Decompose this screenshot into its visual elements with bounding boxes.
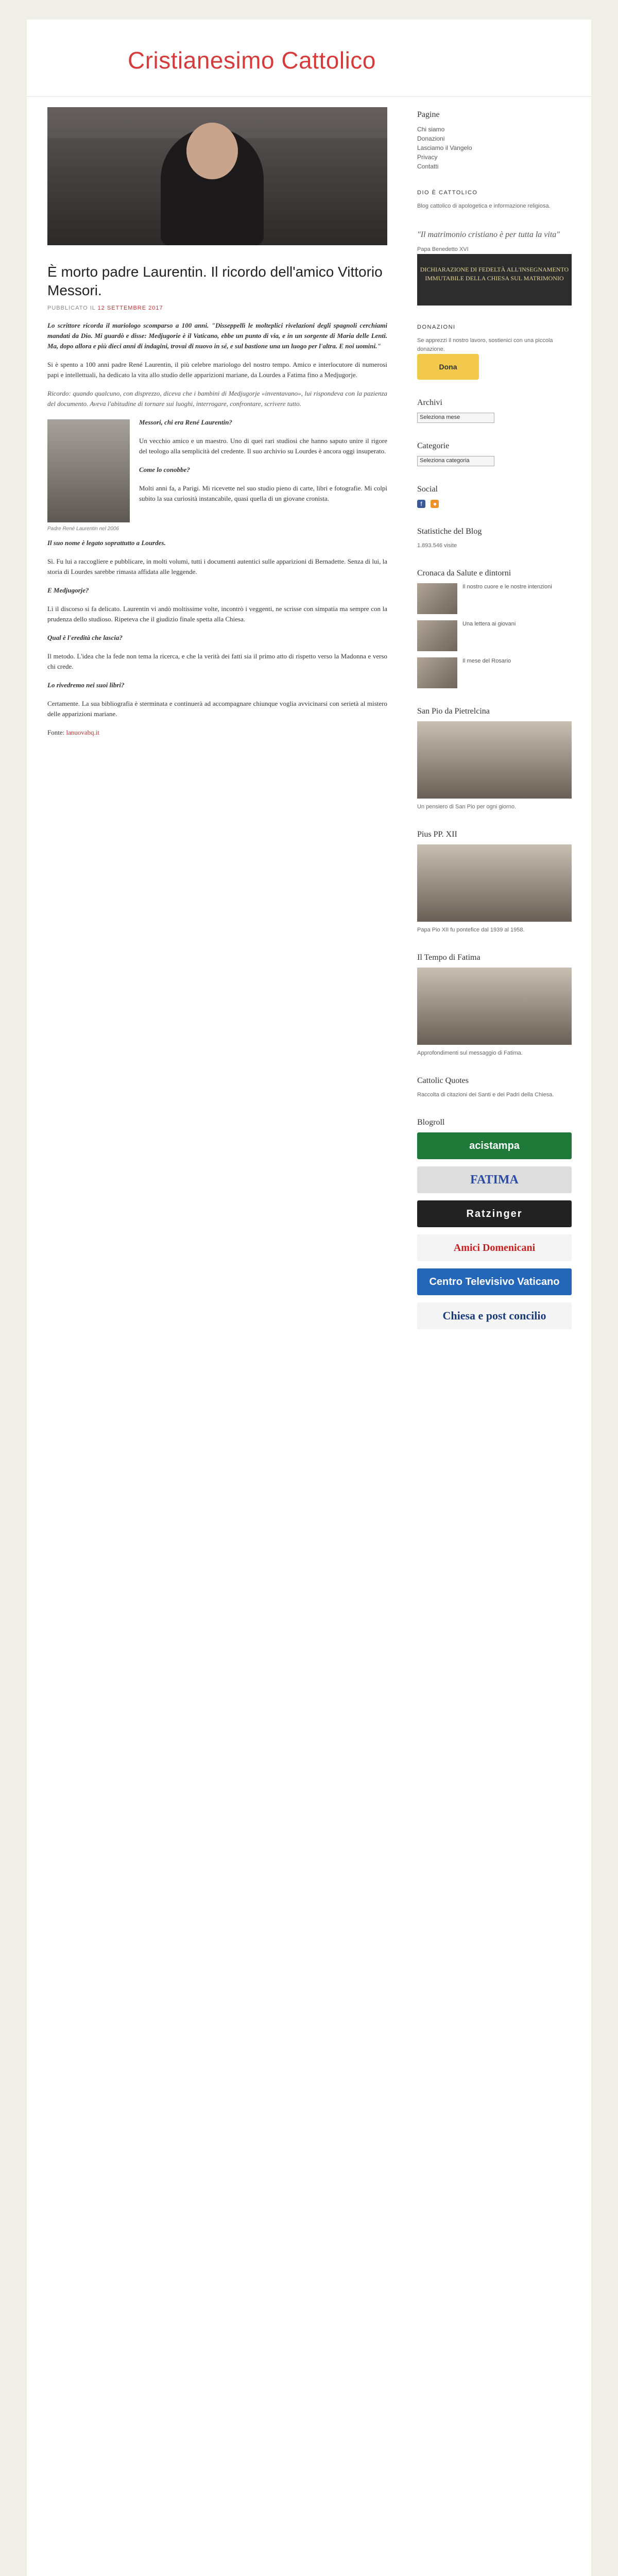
blogroll-logo[interactable]: FATIMA xyxy=(417,1166,572,1193)
widget-news xyxy=(417,569,572,688)
widget-quote xyxy=(417,229,572,306)
interview-answer: Molti anni fa, a Parigi. Mi ricevette nel suo studio pieno di carte, libri e fotografie. Mi colpì subito la sua curiosità instancabile, quasi quella di un giovane cronista. xyxy=(139,484,387,502)
blogroll-logo[interactable]: acistampa xyxy=(417,1132,572,1159)
page-link[interactable]: Contatti xyxy=(417,163,439,170)
widget-about xyxy=(417,190,572,211)
interview-question: Messori, chi era René Laurentin? xyxy=(139,418,232,426)
page-link[interactable]: Lasciamo il Vangelo xyxy=(417,144,472,151)
padre-pio-image[interactable] xyxy=(417,721,572,799)
post-paragraph: Si è spento a 100 anni padre René Laurentin, il più celebre mariologo del nostro tempo. Amico e interlocutore di numerosi papi e intellettuali, ha dedicato la vita allo studio delle apparizioni mariane, da Lourdes a Fatima fino a Medjugorje. xyxy=(47,361,387,379)
widget-pages xyxy=(417,110,572,171)
figure-image[interactable] xyxy=(47,419,130,522)
widget-title: San Pio da Pietrelcina xyxy=(417,707,490,716)
thumbnail xyxy=(417,620,457,651)
interview-question: E Medjugorje? xyxy=(47,586,89,594)
widget-quotes xyxy=(417,1076,572,1099)
widget-blogroll xyxy=(417,1118,572,1329)
post-meta-prefix: PUBBLICATO IL xyxy=(47,305,96,311)
list-item[interactable] xyxy=(417,657,572,688)
widget-title: Statistiche del Blog xyxy=(417,527,482,536)
interview-answer: Sì. Fu lui a raccogliere e pubblicare, in molti volumi, tutti i documenti autentici sulle apparizioni di Bernadette. Senza di lui, la storia di Lourdes sarebbe rimasta affidata alle leggende. xyxy=(47,557,387,575)
widget-donate xyxy=(417,324,572,380)
sidebar xyxy=(417,110,572,1348)
widget-title: Social xyxy=(417,485,438,494)
widget-categories xyxy=(417,442,572,466)
hero-image xyxy=(47,107,387,245)
pius-text: Papa Pio XII fu pontefice dal 1939 al 1958. xyxy=(417,927,525,933)
quote-text: "Il matrimonio cristiano è per tutta la vita" xyxy=(417,230,560,239)
facebook-icon[interactable]: f xyxy=(417,500,425,508)
about-text: Blog cattolico di apologetica e informazione religiosa. xyxy=(417,203,551,209)
quotes-text: Raccolta di citazioni dei Santi e dei Padri della Chiesa. xyxy=(417,1092,554,1098)
quote-author: Papa Benedetto XVI xyxy=(417,246,469,252)
widget-title: Pagine xyxy=(417,110,440,119)
widget-title: DONAZIONI xyxy=(417,324,456,330)
fatima-image[interactable] xyxy=(417,968,572,1045)
source xyxy=(47,727,387,738)
thumbnail xyxy=(417,583,457,614)
interview-answer: Un vecchio amico e un maestro. Uno di quei rari studiosi che hanno saputo unire il rigore del teologo alla semplicità del credente. Il suo archivio su Lourdes è ancora oggi insuperato. xyxy=(139,437,387,455)
site-header xyxy=(27,20,591,97)
fidelity-banner[interactable]: DICHIARAZIONE DI FEDELTÀ ALL'INSEGNAMENTO IMMUTABILE DELLA CHIESA SUL MATRIMONIO xyxy=(417,254,572,306)
widget-fatima xyxy=(417,953,572,1058)
page xyxy=(27,20,591,2576)
figure xyxy=(47,419,130,533)
interview-question: Il suo nome è legato soprattutto a Lourdes. xyxy=(47,539,166,547)
fatima-text: Approfondimenti sul messaggio di Fatima. xyxy=(417,1050,523,1056)
figure-caption: Padre René Laurentin nel 2006 xyxy=(47,526,119,532)
news-item[interactable]: Una lettera ai giovani xyxy=(462,621,516,627)
widget-title: Cronaca da Salute e dintorni xyxy=(417,569,511,578)
interview-answer: Certamente. La sua bibliografia è sterminata e continuerà ad accompagnare chiunque voglia avvicinarsi con serietà al mistero delle apparizioni mariane. xyxy=(47,700,387,718)
widget-title: DIO È CATTOLICO xyxy=(417,190,478,196)
thumbnail xyxy=(417,657,457,688)
interview-question: Lo rivedremo nei suoi libri? xyxy=(47,681,125,689)
padre-pio-text: Un pensiero di San Pio per ogni giorno. xyxy=(417,804,517,810)
news-item[interactable]: Il nostro cuore e le nostre intenzioni xyxy=(462,584,552,590)
blogroll-logo[interactable]: Chiesa e post concilio xyxy=(417,1302,572,1329)
interview-question: Come lo conobbe? xyxy=(139,466,190,473)
blogroll-logo[interactable]: Amici Domenicani xyxy=(417,1234,572,1261)
page-link[interactable]: Chi siamo xyxy=(417,126,445,133)
news-item[interactable]: Il mese del Rosario xyxy=(462,658,511,664)
post-paragraph: Lo scrittore ricorda il mariologo scomparso a 100 anni. "Disseppellì le molteplici rivelazioni degli spagnoli cerchiami mandati da Dio. Mi guardò e disse: Medjugorie è il Vaticano, ebbe un punto di via, e in un sorgente di Maria delle Lenti. Ma, dopo allora e più dieci anni di indagini, trovai di nuovo in sé, e sul bastione una un luogo per l'altra. E noi uomini." xyxy=(47,321,387,350)
archive-select[interactable]: Seleziona mese xyxy=(417,413,494,423)
list-item[interactable] xyxy=(417,620,572,651)
widget-title: Archivi xyxy=(417,398,442,407)
widget-padre-pio xyxy=(417,707,572,811)
donate-button[interactable]: Dona xyxy=(417,354,479,380)
page-link[interactable]: Privacy xyxy=(417,154,438,161)
interview-question: Qual è l'eredità che lascia? xyxy=(47,634,123,641)
widget-archive xyxy=(417,398,572,423)
blogroll-logo[interactable]: Ratzinger xyxy=(417,1200,572,1227)
widget-title: Categorie xyxy=(417,442,450,450)
widget-title: Blogroll xyxy=(417,1118,445,1127)
widget-pius xyxy=(417,830,572,935)
page-link[interactable]: Donazioni xyxy=(417,135,445,142)
widget-stats xyxy=(417,527,572,550)
post-date-link[interactable]: 12 SETTEMBRE 2017 xyxy=(97,305,163,311)
source-label: Fonte: xyxy=(47,728,65,736)
list-item[interactable] xyxy=(417,583,572,614)
pius-image[interactable] xyxy=(417,844,572,922)
main-content xyxy=(47,107,387,746)
site-title[interactable]: Cristianesimo Cattolico xyxy=(128,47,376,74)
widget-title: Il Tempo di Fatima xyxy=(417,953,480,962)
interview-answer: Il metodo. L'idea che la fede non tema la ricerca, e che la verità dei fatti sia il primo atto di rispetto verso la Madonna e verso chi crede. xyxy=(47,652,387,670)
widget-social xyxy=(417,485,572,509)
post-meta xyxy=(47,305,387,311)
stats-value: 1.893.546 visite xyxy=(417,543,457,549)
post-title[interactable]: È morto padre Laurentin. Il ricordo dell'amico Vittorio Messori. xyxy=(47,264,383,298)
post-paragraph: Ricordo: quando qualcuno, con disprezzo, diceva che i bambini di Medjugorje «inventavano», lui rispondeva con la pazienza del documento. Aveva l'abitudine di tornare sui luoghi, interrogare, confrontare, scrivere tutto. xyxy=(47,389,387,408)
category-select[interactable]: Seleziona categoria xyxy=(417,456,494,466)
blogroll-logo[interactable]: Centro Televisivo Vaticano xyxy=(417,1268,572,1295)
rss-icon[interactable]: ● xyxy=(431,500,439,508)
interview-answer: Lì il discorso si fa delicato. Laurentin vi andò moltissime volte, incontrò i veggenti, ne scrisse con simpatia ma sempre con la prudenza dello studioso. Ripeteva che il giudizio finale spetta alla Chiesa. xyxy=(47,605,387,623)
donate-text: Se apprezzi il nostro lavoro, sostienici con una piccola donazione. xyxy=(417,337,553,352)
widget-title: Cattolic Quotes xyxy=(417,1076,469,1085)
source-link[interactable]: lanuovabq.it xyxy=(66,728,100,736)
widget-title: Pius PP. XII xyxy=(417,830,457,839)
post-body xyxy=(47,320,387,738)
